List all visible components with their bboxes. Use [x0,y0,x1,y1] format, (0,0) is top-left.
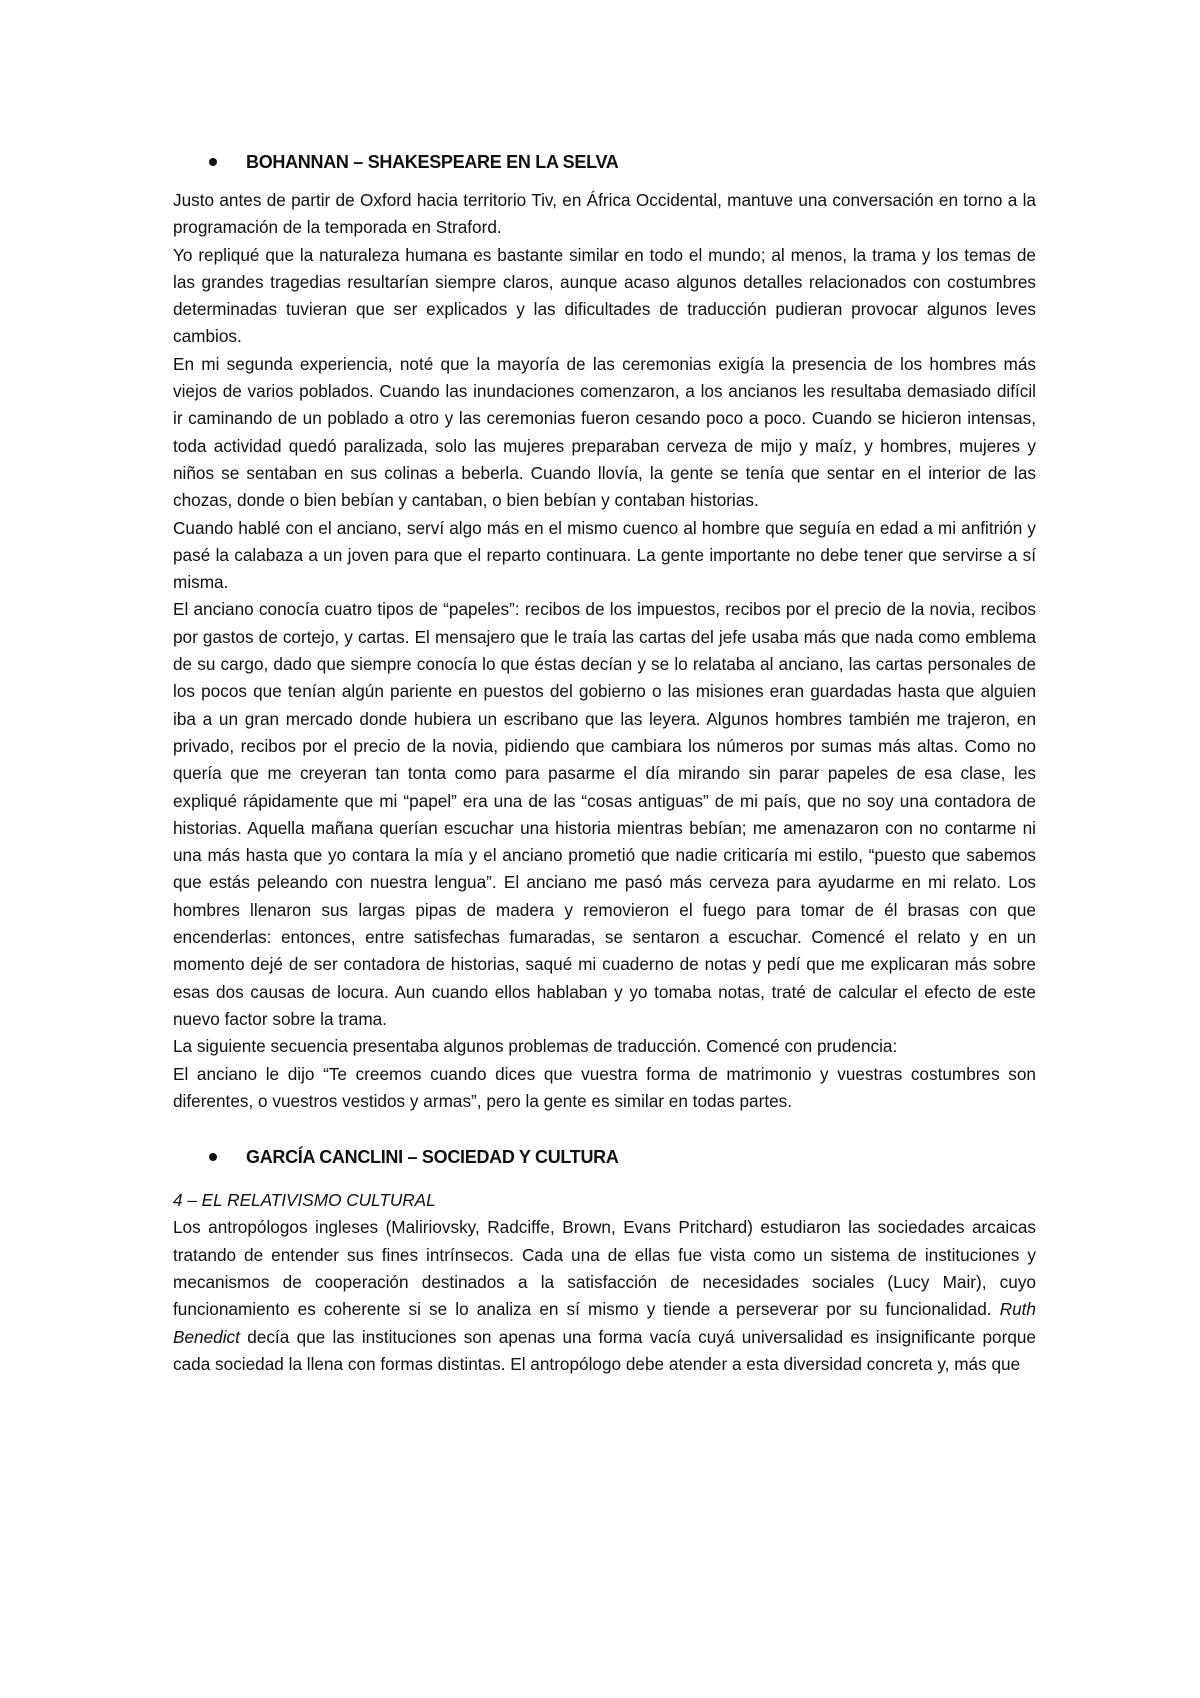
italic-name: Ruth Benedict [173,1299,1036,1347]
paragraph-text: decía que las instituciones son apenas una forma vacía cuyá universalidad es insignificante porque cada sociedad la llena con formas distintas. El antropólogo debe atender a esta diversidad concreta y, más que [173,1326,1036,1374]
document-body [173,142,1036,1378]
subsection-heading: 4 – EL RELATIVISMO CULTURAL [173,1190,436,1211]
paragraph: En mi segunda experiencia, noté que la mayoría de las ceremonias exigía la presencia de los hombres más viejos de varios poblados. Cuando las inundaciones comenzaron, a los ancianos les resultaba demasiado difícil ir caminando de un poblado a otro y las ceremonias fueron cesando poco a poco. Cuando se hicieron intensas, toda actividad quedó paralizada, solo las mujeres preparaban cerveza de mijo y maíz, y hombres, mujeres y niños se sentaban en sus colinas a beberla. Cuando llovía, la gente se tenía que sentar en el interior de las chozas, donde o bien bebían y cantaban, o bien bebían y contaban historias. [173,353,1036,511]
paragraph: Justo antes de partir de Oxford hacia territorio Tiv, en África Occidental, mantuve una conversación en torno a la programación de la temporada en Straford. [173,190,1036,238]
paragraph [173,1214,1036,1378]
paragraph: Yo repliqué que la naturaleza humana es bastante similar en todo el mundo; al menos, la trama y los temas de las grandes tragedias resultarían siempre claros, aunque acaso algunos detalles relacionados con costumbres determinadas tuvieran que ser explicados y las dificultades de traducción pudieran provocar algunos leves cambios. [173,244,1036,347]
section-heading [173,142,1036,182]
paragraph: Cuando hablé con el anciano, serví algo más en el mismo cuenco al hombre que seguía en edad a mi anfitrión y pasé la calabaza a un joven para que el reparto continuara. La gente importante no debe tener que servirse a sí misma. [173,517,1036,593]
paragraph-text: Los antropólogos ingleses (Maliriovsky, Radciffe, Brown, Evans Pritchard) estudiaron las sociedades arcaicas tratando de entender sus fines intrínsecos. Cada una de ellas fue vista como un sistema de instituciones y mecanismos de cooperación destinados a la satisfacción de necesidades sociales (Lucy Mair), cuyo funcionamiento es coherente si se lo analiza en sí mismo y tiende a perseverar por su funcionalidad. [173,1217,1036,1320]
section-title: GARCÍA CANCLINI – SOCIEDAD Y CULTURA [246,1146,619,1167]
paragraph: El anciano le dijo “Te creemos cuando dices que vuestra forma de matrimonio y vuestras costumbres son diferentes, o vuestros vestidos y armas”, pero la gente es similar en todas partes. [173,1063,1036,1111]
section-bohannan [173,142,1036,1115]
paragraph: La siguiente secuencia presentaba algunos problemas de traducción. Comencé con prudencia: [173,1036,898,1057]
bullet-icon [209,1153,217,1161]
bullet-icon [209,158,217,166]
paragraph: El anciano conocía cuatro tipos de “papeles”: recibos de los impuestos, recibos por el precio de la novia, recibos por gastos de cortejo, y cartas. El mensajero que le traía las cartas del jefe usaba más que nada como emblema de su cargo, dado que siempre conocía lo que éstas decían y se lo relataba al anciano, las cartas personales de los pocos que tenían algún pariente en puestos del gobierno o las misiones eran guardadas hasta que alguien iba a un gran mercado donde hubiera un escribano que las leyera. Algunos hombres también me trajeron, en privado, recibos por el precio de la novia, pidiendo que cambiara los números por sumas más altas. Como no quería que me creyeran tan tonta como para pasarme el día mirando sin parar papeles de esa clase, les expliqué rápidamente que mi “papel” era una de las “cosas antiguas” de mi país, que no soy una contadora de historias. Aquella mañana querían escuchar una historia mientras bebían; me amenazaron con no contarme ni una más hasta que yo contara la mía y el anciano prometió que nadie criticaría mi estilo, “puesto que sabemos que estás peleando con nuestra lengua”. El anciano me pasó más cerveza para ayudarme en mi relato. Los hombres llenaron sus largas pipas de madera y removieron el fuego para tomar de él brasas con que encenderlas: entonces, entre satisfechas fumaradas, se sentaron a escuchar. Comencé el relato y en un momento dejé de ser contadora de historias, saqué mi cuaderno de notas y pedí que me explicaran más sobre esas dos causas de locura. Aun cuando ellos hablaban y yo tomaba notas, traté de calcular el efecto de este nuevo factor sobre la trama. [173,599,1036,1029]
section-title: BOHANNAN – SHAKESPEARE EN LA SELVA [246,151,619,172]
section-heading [173,1137,1036,1177]
section-garcia-canclini [173,1137,1036,1378]
